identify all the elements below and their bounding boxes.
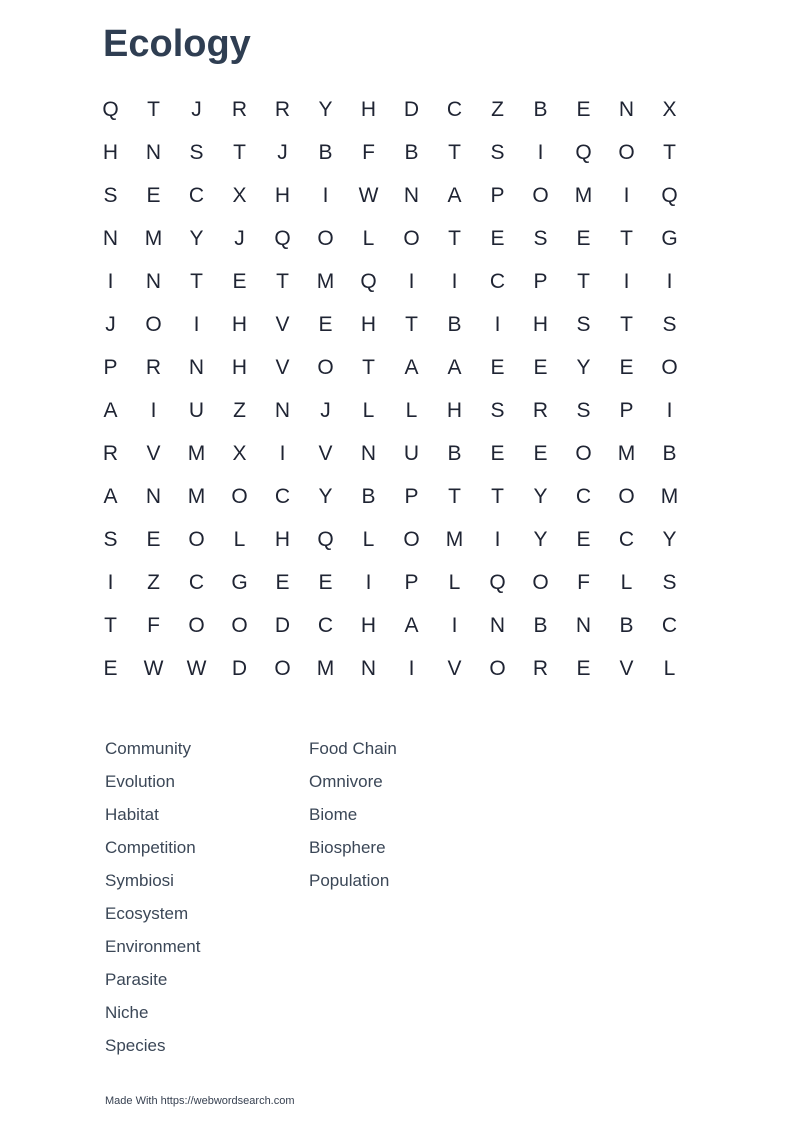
grid-letter: S — [662, 312, 677, 336]
grid-letter: S — [533, 226, 548, 250]
grid-letter: A — [404, 355, 419, 379]
grid-letter: I — [623, 183, 630, 207]
grid-letter: O — [403, 226, 420, 250]
grid-letter: I — [451, 269, 458, 293]
grid-letter: Q — [274, 226, 291, 250]
grid-letter: P — [404, 484, 419, 508]
grid-letter: S — [576, 312, 591, 336]
grid-letter: C — [188, 570, 205, 594]
grid-letter: S — [576, 398, 591, 422]
grid-letter: T — [104, 613, 117, 637]
grid-letter: V — [318, 441, 333, 465]
grid-letter: J — [320, 398, 331, 422]
grid-letter: R — [145, 355, 162, 379]
grid-letter: O — [661, 355, 678, 379]
grid-letter: A — [103, 398, 118, 422]
grid-letter: N — [274, 398, 291, 422]
grid-letter: I — [365, 570, 372, 594]
grid-letter: M — [445, 527, 464, 551]
grid-letter: J — [105, 312, 116, 336]
grid-letter: T — [448, 226, 461, 250]
grid-letter: A — [404, 613, 419, 637]
grid-letter: R — [532, 398, 549, 422]
grid-letter: S — [490, 140, 505, 164]
grid-letter: B — [361, 484, 376, 508]
grid-letter: O — [231, 613, 248, 637]
grid-letter: E — [146, 183, 161, 207]
grid-letter: T — [362, 355, 375, 379]
grid-letter: D — [274, 613, 291, 637]
grid-letter: H — [274, 527, 291, 551]
grid-letter: Z — [233, 398, 246, 422]
grid-letter: N — [145, 269, 162, 293]
grid-letter: O — [618, 140, 635, 164]
grid-letter: X — [232, 441, 247, 465]
grid-letter: Z — [491, 97, 504, 121]
grid-letter: T — [620, 312, 633, 336]
grid-letter: Q — [317, 527, 334, 551]
word-list-item: Biome — [309, 805, 358, 824]
grid-letter: T — [448, 484, 461, 508]
grid-letter: B — [318, 140, 333, 164]
grid-letter: R — [274, 97, 291, 121]
grid-letter: N — [145, 140, 162, 164]
grid-letter: J — [277, 140, 288, 164]
grid-letter: Q — [489, 570, 506, 594]
word-list-item: Evolution — [105, 772, 175, 791]
grid-letter: S — [490, 398, 505, 422]
grid-letter: M — [144, 226, 163, 250]
grid-letter: H — [231, 355, 248, 379]
grid-letter: O — [145, 312, 162, 336]
grid-letter: O — [188, 527, 205, 551]
grid-letter: E — [318, 312, 333, 336]
grid-letter: S — [662, 570, 677, 594]
grid-letter: N — [360, 441, 377, 465]
grid-letter: L — [362, 398, 375, 422]
grid-letter: Z — [147, 570, 160, 594]
grid-letter: E — [490, 441, 505, 465]
grid-letter: E — [146, 527, 161, 551]
grid-letter: Q — [360, 269, 377, 293]
grid-letter: I — [193, 312, 200, 336]
word-list-item: Biosphere — [309, 838, 386, 857]
grid-letter: M — [660, 484, 679, 508]
grid-letter: O — [403, 527, 420, 551]
grid-letter: L — [620, 570, 633, 594]
grid-letter: I — [494, 312, 501, 336]
word-list-item: Symbiosi — [105, 871, 174, 890]
grid-letter: Y — [318, 97, 333, 121]
grid-letter: C — [575, 484, 592, 508]
grid-letter: Q — [102, 97, 119, 121]
grid-letter: I — [666, 398, 673, 422]
grid-letter: C — [661, 613, 678, 637]
word-list-item: Community — [105, 739, 191, 758]
word-list-column-1 — [105, 734, 309, 1064]
grid-letter: E — [490, 226, 505, 250]
grid-letter: N — [145, 484, 162, 508]
grid-letter: F — [147, 613, 160, 637]
footer-credit: Made With https://webwordsearch.com — [105, 1095, 295, 1107]
grid-letter: T — [405, 312, 418, 336]
grid-letter: P — [103, 355, 118, 379]
grid-letter: N — [403, 183, 420, 207]
grid-letter: S — [189, 140, 204, 164]
grid-letter: N — [489, 613, 506, 637]
grid-letter: E — [232, 269, 247, 293]
grid-letter: F — [577, 570, 590, 594]
grid-letter: T — [233, 140, 246, 164]
grid-letter: L — [448, 570, 461, 594]
grid-letter: I — [451, 613, 458, 637]
grid-letter: I — [408, 656, 415, 680]
grid-letter: N — [618, 97, 635, 121]
grid-letter: G — [231, 570, 248, 594]
grid-letter: N — [360, 656, 377, 680]
grid-letter: H — [360, 613, 377, 637]
grid-letter: T — [577, 269, 590, 293]
grid-letter: T — [620, 226, 633, 250]
grid-letter: N — [575, 613, 592, 637]
grid-letter: V — [447, 656, 462, 680]
grid-letter: I — [408, 269, 415, 293]
grid-letter: E — [576, 226, 591, 250]
grid-letter: C — [317, 613, 334, 637]
grid-letter: E — [490, 355, 505, 379]
grid-letter: I — [150, 398, 157, 422]
grid-letter: F — [362, 140, 375, 164]
grid-letter: B — [447, 312, 462, 336]
grid-letter: B — [447, 441, 462, 465]
grid-letter: H — [231, 312, 248, 336]
grid-letter: C — [618, 527, 635, 551]
grid-letter: T — [147, 97, 160, 121]
grid-letter: H — [446, 398, 463, 422]
grid-letter: M — [574, 183, 593, 207]
grid-letter: H — [360, 312, 377, 336]
grid-letter: O — [489, 656, 506, 680]
grid-letter: O — [532, 570, 549, 594]
grid-letter: D — [231, 656, 248, 680]
grid-letter: B — [533, 97, 548, 121]
grid-letter: X — [232, 183, 247, 207]
grid-letter: W — [186, 656, 207, 680]
word-list — [105, 734, 509, 1064]
grid-letter: R — [532, 656, 549, 680]
grid-letter: E — [533, 355, 548, 379]
word-list-item: Niche — [105, 1003, 149, 1022]
grid-letter: I — [666, 269, 673, 293]
grid-letter: Y — [533, 527, 548, 551]
grid-letter: W — [358, 183, 379, 207]
grid-letter: E — [533, 441, 548, 465]
grid-letter: B — [619, 613, 634, 637]
grid-letter: H — [102, 140, 119, 164]
grid-letter: A — [447, 183, 462, 207]
grid-letter: E — [576, 97, 591, 121]
grid-letter: R — [102, 441, 119, 465]
word-list-column-2 — [309, 734, 509, 1064]
grid-letter: T — [190, 269, 203, 293]
grid-letter: M — [316, 269, 335, 293]
grid-letter: U — [188, 398, 205, 422]
word-list-item: Species — [105, 1036, 166, 1055]
grid-letter: J — [234, 226, 245, 250]
grid-letter: O — [231, 484, 248, 508]
letter-grid — [89, 88, 691, 690]
grid-letter: Q — [575, 140, 592, 164]
grid-letter: Y — [533, 484, 548, 508]
grid-letter: I — [107, 570, 114, 594]
grid-letter: Y — [318, 484, 333, 508]
grid-letter: V — [275, 312, 290, 336]
grid-letter: I — [279, 441, 286, 465]
grid-letter: B — [533, 613, 548, 637]
grid-letter: E — [318, 570, 333, 594]
grid-letter: H — [532, 312, 549, 336]
grid-letter: M — [187, 441, 206, 465]
grid-letter: T — [448, 140, 461, 164]
grid-letter: T — [491, 484, 504, 508]
word-list-item: Competition — [105, 838, 196, 857]
grid-letter: B — [662, 441, 677, 465]
word-list-item: Omnivore — [309, 772, 383, 791]
grid-letter: M — [617, 441, 636, 465]
grid-letter: M — [316, 656, 335, 680]
grid-letter: I — [322, 183, 329, 207]
grid-letter: P — [490, 183, 505, 207]
word-list-item: Habitat — [105, 805, 159, 824]
grid-letter: P — [619, 398, 634, 422]
grid-letter: O — [317, 226, 334, 250]
grid-letter: I — [107, 269, 114, 293]
grid-letter: N — [102, 226, 119, 250]
grid-letter: I — [494, 527, 501, 551]
grid-letter: L — [233, 527, 246, 551]
word-list-item: Food Chain — [309, 739, 397, 758]
grid-letter: Y — [662, 527, 677, 551]
grid-letter: O — [274, 656, 291, 680]
word-list-item: Ecosystem — [105, 904, 189, 923]
grid-letter: L — [362, 527, 375, 551]
grid-letter: W — [143, 656, 164, 680]
grid-letter: S — [103, 183, 118, 207]
grid-letter: J — [191, 97, 202, 121]
grid-letter: C — [274, 484, 291, 508]
grid-letter: T — [276, 269, 289, 293]
grid-letter: O — [317, 355, 334, 379]
grid-letter: P — [404, 570, 419, 594]
grid-letter: O — [618, 484, 635, 508]
grid-letter: O — [532, 183, 549, 207]
grid-letter: E — [275, 570, 290, 594]
word-list-item: Environment — [105, 937, 201, 956]
grid-letter: U — [403, 441, 420, 465]
grid-letter: D — [403, 97, 420, 121]
grid-letter: V — [619, 656, 634, 680]
grid-letter: P — [533, 269, 548, 293]
grid-letter: H — [274, 183, 291, 207]
grid-letter: B — [404, 140, 419, 164]
grid-letter: Y — [189, 226, 204, 250]
grid-letter: S — [103, 527, 118, 551]
grid-letter: E — [619, 355, 634, 379]
word-list-item: Population — [309, 871, 390, 890]
grid-letter: I — [537, 140, 544, 164]
grid-letter: L — [362, 226, 375, 250]
grid-letter: E — [576, 656, 591, 680]
grid-letter: C — [188, 183, 205, 207]
grid-letter: V — [146, 441, 161, 465]
grid-letter: M — [187, 484, 206, 508]
grid-letter: X — [662, 97, 677, 121]
grid-letter: Q — [661, 183, 678, 207]
grid-letter: L — [405, 398, 418, 422]
grid-letter: A — [447, 355, 462, 379]
grid-letter: N — [188, 355, 205, 379]
word-list-item: Parasite — [105, 970, 168, 989]
grid-letter: O — [575, 441, 592, 465]
grid-letter: C — [489, 269, 506, 293]
grid-letter: R — [231, 97, 248, 121]
grid-letter: C — [446, 97, 463, 121]
grid-letter: A — [103, 484, 118, 508]
grid-letter: H — [360, 97, 377, 121]
grid-letter: V — [275, 355, 290, 379]
grid-letter: E — [576, 527, 591, 551]
grid-letter: E — [103, 656, 118, 680]
grid-letter: I — [623, 269, 630, 293]
grid-letter: O — [188, 613, 205, 637]
grid-letter: T — [663, 140, 676, 164]
grid-letter: G — [661, 226, 678, 250]
page-title: Ecology — [103, 23, 251, 65]
grid-letter: Y — [576, 355, 591, 379]
grid-letter: L — [663, 656, 676, 680]
